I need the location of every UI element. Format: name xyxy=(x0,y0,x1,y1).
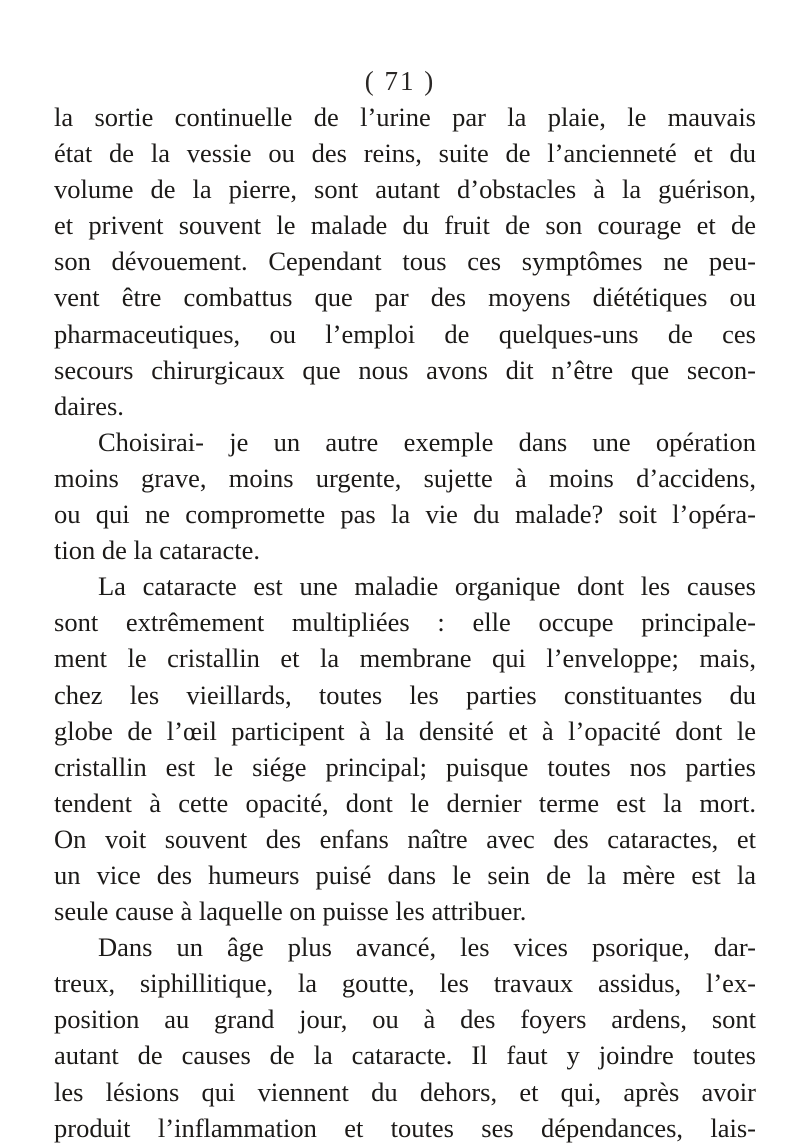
text-line: état de la vessie ou des reins, suite de l’ancienneté et du xyxy=(54,138,756,169)
text-line: chez les vieillards, toutes les parties constituantes du xyxy=(54,679,756,710)
text-line: volume de la pierre, sont autant d’obstacles à la guérison, xyxy=(54,174,756,205)
page-number: ( 71 ) xyxy=(364,66,436,96)
body-text xyxy=(54,99,756,1146)
text-line: cristallin est le siége principal; puisque toutes nos parties xyxy=(54,751,756,782)
text-line: secours chirurgicaux que nous avons dit n’être que secon- xyxy=(54,354,756,385)
text-line: vent être combattus que par des moyens diététiques ou xyxy=(54,282,756,313)
text-line: tion de la cataracte. xyxy=(54,535,260,566)
text-line: son dévouement. Cependant tous ces symptômes ne peu- xyxy=(54,246,756,277)
text-line: les lésions qui viennent du dehors, et qui, après avoir xyxy=(54,1076,756,1107)
text-line: treux, siphillitique, la goutte, les travaux assidus, l’ex- xyxy=(54,968,756,999)
text-line: On voit souvent des enfans naître avec des cataractes, et xyxy=(54,823,756,854)
text-line: ou qui ne compromette pas la vie du malade? soit l’opéra- xyxy=(54,499,756,530)
text-line: Choisirai- je un autre exemple dans une opération xyxy=(98,426,756,457)
text-line: globe de l’œil participent à la densité et à l’opacité dont le xyxy=(54,715,756,746)
text-line: autant de causes de la cataracte. Il faut y joindre toutes xyxy=(54,1040,756,1071)
text-line: et privent souvent le malade du fruit de son courage et de xyxy=(54,210,756,241)
text-line: sont extrêmement multipliées : elle occupe principale- xyxy=(54,607,756,638)
text-line: produit l’inflammation et toutes ses dépendances, lais- xyxy=(54,1112,756,1143)
text-line: position au grand jour, ou à des foyers ardens, sont xyxy=(54,1004,756,1035)
text-line: daires. xyxy=(54,390,124,421)
text-line: seule cause à laquelle on puisse les attribuer. xyxy=(54,896,527,927)
text-line: Dans un âge plus avancé, les vices psorique, dar- xyxy=(98,932,756,963)
text-line: tendent à cette opacité, dont le dernier terme est la mort. xyxy=(54,787,756,818)
text-line: pharmaceutiques, ou l’emploi de quelques-uns de ces xyxy=(54,318,756,349)
text-line: un vice des humeurs puisé dans le sein de la mère est la xyxy=(54,859,756,890)
text-line: La cataracte est une maladie organique dont les causes xyxy=(98,571,756,602)
text-line: ment le cristallin et la membrane qui l’enveloppe; mais, xyxy=(54,643,756,674)
text-line: la sortie continuelle de l’urine par la plaie, le mauvais xyxy=(54,102,756,132)
text-line: moins grave, moins urgente, sujette à moins d’accidens, xyxy=(54,462,756,493)
